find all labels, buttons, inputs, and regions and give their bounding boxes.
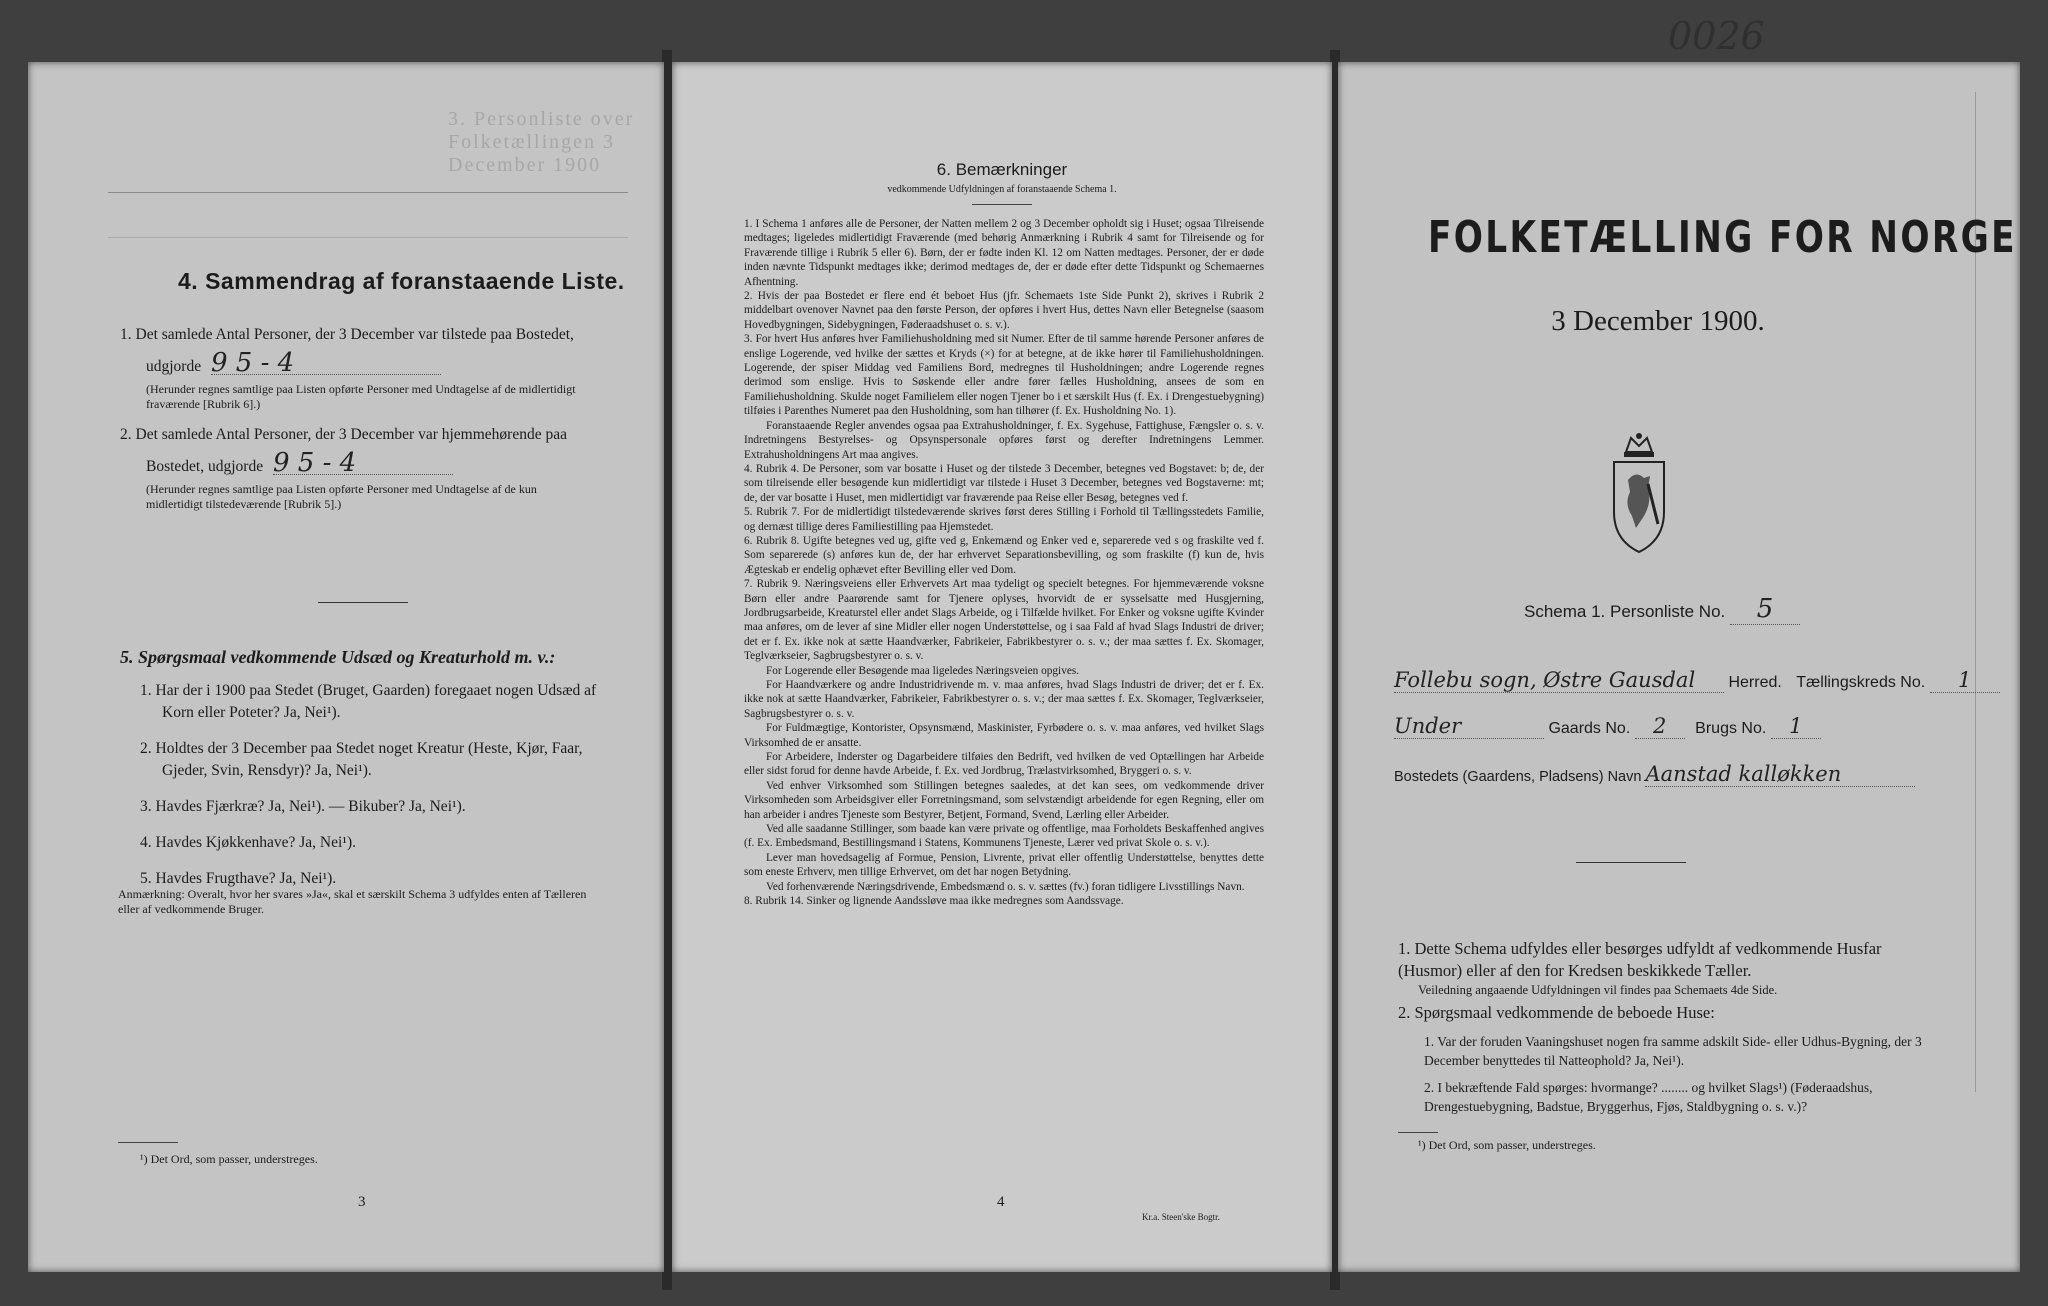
s5-q2b: Gjeder, Svin, Rensdyr)? Ja, Nei¹).: [162, 762, 372, 779]
remark-paragraph: 3. For hvert Hus anføres hver Familiehusholdning med sit Numer. Efter de til samme hørende Personer anføres de enslige Logerende, ved hvilke der sættes et Kryds (×) for at betegne, at de ikke hører til Familiehusholdningen. Logerende, der spiser Middag ved Familiens Bord, medregnes til Husholdningen; andre Logerende regnes derimod som enslige. Hvis to Søskende eller andre fører fælles Husholdning, ansees de som en Familiehusholdning. Skulde noget Familielem eller nogen Tjener bo i et særskilt Hus (f. Ex. i Drengestuebygning) tilføies i Parenthes Numeret paa den Husholdning, som han tilhører (f. Ex. Husholdning No. 1).: [744, 333, 1264, 418]
page-middle: [672, 62, 1332, 1272]
footnote-rule-right: [1398, 1132, 1438, 1133]
remark-paragraph: Ved alle saadanne Stillinger, som baade kan være private og offentlige, maa Forholdets Beskaffenhed angives (f. Ex. Embedsmand, Bestillingsmand i Statens, Kommunens Tjeneste, Lærer ved privat Skole o. s. v.).: [744, 823, 1264, 850]
archive-stamp-number: 0026: [1668, 14, 1765, 58]
section-5-title: 5. Spørgsmaal vedkommende Udsæd og Kreaturhold m. v.:: [120, 647, 556, 667]
under-handwriting: Under: [1394, 714, 1544, 739]
remark-paragraph: Ved enhver Virksomhed som Stillingen betegnes saaledes, at det kan sees, om vedkommende driver Virksomheden som Arbeidsgiver eller Forretningsmand, som selvstændigt arbeidende for egen Regning, eller om han arbeider i andres Tjeneste som Bestyrer, Betjent, Formand, Svend, Lærling eller Arbeider.: [744, 779, 1264, 821]
ghost-rule: [108, 192, 628, 193]
section-4-title: 4. Sammendrag af foranstaaende Liste.: [178, 268, 625, 294]
q1-line1: 1. Det samlede Antal Personer, der 3 December var tilstede paa Bostedet,: [120, 326, 574, 343]
instruction-2-text: 2. Spørgsmaal vedkommende de beboede Huse:: [1398, 1003, 1715, 1022]
remark-paragraph: 8. Rubrik 14. Sinker og lignende Aandssløve maa ikke medregnes som Aandssvage.: [744, 895, 1124, 908]
remark-paragraph: Foranstaaende Regler anvendes ogsaa paa Extrahusholdninger, f. Ex. Sygehuse, Fattighuse, Fængsler o. s. v. Indretningens Bestyrelses- og Opsynspersonale opføres først og derefter Indretningens Lemmer. Extrahusholdningens Art maa angives.: [744, 419, 1264, 461]
s5-q5: 5. Havdes Frugthave? Ja, Nei¹).: [140, 870, 337, 887]
q1-handwriting: 9 5 - 4: [211, 352, 441, 375]
remarks-subtitle: vedkommende Udfyldningen af foranstaaende Schema 1.: [887, 184, 1117, 195]
section-5-questions: [140, 680, 600, 890]
schema-label: Schema 1. Personliste No.: [1524, 602, 1726, 621]
q1-answer-line: [146, 348, 590, 378]
question-1: [120, 324, 590, 412]
s5-q1b: Korn eller Poteter? Ja, Nei¹).: [162, 704, 341, 721]
instruction-1: [1398, 938, 1938, 999]
instruction-1-note: Veiledning angaaende Udfyldningen vil findes paa Schemaets 4de Side.: [1418, 983, 1778, 997]
kreds-number: 1: [1930, 668, 2000, 693]
remark-paragraph: 6. Rubrik 8. Ugifte betegnes ved ug, gifte ved g, Enkemænd og Enker ved e, separerede ved s og fraskilte ved f. Som separerede (s) anføres kun de, der har erhvervet Separationsbevilling, og som fraskilte (f) kun de, hvis Ægteskab er endelig ophævet efter Bevilling eller ved Dom.: [744, 534, 1264, 576]
gaards-label: Gaards No.: [1548, 720, 1631, 737]
remarks-list: [744, 217, 1264, 909]
q2-handwriting: 9 5 - 4: [273, 452, 453, 475]
herred-label: Herred.: [1728, 674, 1782, 691]
question-houses-1: 1. Var der foruden Vaaningshuset nogen fra samme adskilt Side- eller Udhus-Bygning, der 3 December benyttedes til Natteophold? Ja, Nei¹).: [1424, 1034, 1922, 1068]
remark-paragraph: Ved forhenværende Næringsdrivende, Embedsmænd o. s. v. sættes (fv.) foran tidligere Livsstillings Navn.: [766, 880, 1245, 893]
schema-line: [1524, 594, 1800, 625]
q2-line1: 2. Det samlede Antal Personer, der 3 December var hjemmehørende paa: [120, 426, 567, 443]
s5-q2: 2. Holdtes der 3 December paa Stedet noget Kreatur (Heste, Kjør, Faar,: [140, 740, 583, 757]
footnote-right: ¹) Det Ord, som passer, understreges.: [1418, 1138, 1596, 1152]
instruction-1-text: 1. Dette Schema udfyldes eller besørges udfyldt af vedkommende Husfar (Husmor) eller af den for Kredsen beskikkede Tæller.: [1398, 939, 1882, 980]
q2-label: Bostedet, udgjorde: [146, 458, 264, 475]
annotation-note: Anmærkning: Overalt, hvor her svares »Ja«, skal et særskilt Schema 3 udfyldes enten af Tælleren eller af vedkommende Bruger.: [118, 887, 587, 916]
herred-line: [1394, 668, 2000, 693]
page-left: [28, 62, 664, 1272]
kreds-label: Tællingskreds No.: [1796, 674, 1926, 691]
q1-label: udgjorde: [146, 358, 202, 375]
footnote: ¹) Det Ord, som passer, understreges.: [140, 1152, 318, 1166]
gaards-line: [1394, 714, 1821, 739]
schema-number: 5: [1730, 594, 1800, 625]
question-houses-2: 2. I bekræftende Fald spørges: hvormange? ........ og hvilket Slags¹) (Føderaadshus, Drengestuebygning, Badstue, Bryggerhus, Fjøs, Staldbygning o. s. v.)?: [1424, 1080, 1873, 1114]
footnote-rule: [118, 1142, 178, 1143]
s5-q1: 1. Har der i 1900 paa Stedet (Bruget, Gaarden) foregaaet nogen Udsæd af: [140, 682, 597, 699]
coat-of-arms-icon: [1604, 432, 1674, 557]
remark-paragraph: For Fuldmægtige, Kontorister, Opsynsmænd, Maskinister, Fyrbødere o. s. v. maa anføres, ved hvilket Slags Virksomhed de er ansatte.: [744, 722, 1264, 749]
bosted-handwriting: Aanstad kalløkken: [1645, 762, 1915, 787]
census-title: FOLKETÆLLING FOR NORGE: [1428, 212, 2017, 263]
instruction-2: [1398, 1002, 1938, 1116]
bosted-line: [1394, 762, 1915, 787]
bosted-label: Bostedets (Gaardens, Pladsens) Navn: [1394, 769, 1642, 785]
question-2: [120, 424, 590, 512]
q2-note: (Herunder regnes samtlige paa Listen opførte Personer med Undtagelse af de kun midlertidigt tilstedeværende [Rubrik 5].): [146, 482, 537, 511]
page-right: [1338, 14, 2020, 1272]
s5-q4: 4. Havdes Kjøkkenhave? Ja, Nei¹).: [140, 834, 356, 851]
ornament-rule: [1576, 862, 1686, 863]
gaards-number: 2: [1635, 714, 1685, 739]
remark-paragraph: 4. Rubrik 4. De Personer, som var bosatte i Huset og der tilstede 3 December, betegnes ved Bogstavet: b; de, der som tilreisende eller besøgende kun midlertidigt var tilstede i Huset 3 December, betegnes ved Bogstaverne: mt; de, der var bosatte i Huset, men midlertidigt var fraværende paa Reise eller Besøg, betegnes ved f.: [744, 462, 1264, 504]
remark-paragraph: 5. Rubrik 7. For de midlertidigt tilstedeværende skrives først deres Stilling i Forhold til Tællingsstedets Familie, og dernæst tillige deres Familiestilling paa Hjemstedet.: [744, 506, 1264, 533]
remark-paragraph: 1. I Schema 1 anføres alle de Personer, der Natten mellem 2 og 3 December opholdt sig i Huset; ogsaa Tilreisende medtages; ligeledes midlertidigt Fraværende (med behørig Anmærkning i Rubrik 4 samt for Tilreisende og for Fraværende tillige i Rubrik 5 eller 6). Børn, der er fødte inden Kl. 12 om Natten medtages. Personer, der er døde inden nævnte Tidspunkt medtages ikke; derimod medtages de, der er døde efter dette Tidspunkt og Schemaernes Afhentning.: [744, 218, 1264, 288]
herred-handwriting: Follebu sogn, Østre Gausdal: [1394, 668, 1724, 693]
q2-answer-line: [146, 448, 590, 478]
brugs-label: Brugs No.: [1695, 720, 1767, 737]
brugs-number: 1: [1771, 714, 1821, 739]
remark-paragraph: For Arbeidere, Inderster og Dagarbeidere tilføies den Bedrift, ved hvilken de ved Optællingen har Arbeide eller sidst forud for denne havde Arbeide, f. Ex. ved Jordbrug, Trælastvirksomhed, Bryggeri o. s. v.: [744, 751, 1264, 778]
census-date: 3 December 1900.: [1551, 305, 1765, 337]
ghost-rule-2: [108, 237, 628, 238]
remarks-rule: [972, 204, 1032, 205]
remark-paragraph: 2. Hvis der paa Bostedet er flere end ét beboet Hus (jfr. Schemaets 1ste Side Punkt 2), skrives i Rubrik 2 middelbart ovenover Navnet paa den første Person, der opføres i hvert Hus, dettes Navn eller Betegnelse (saasom Hovedbygningen, Sidebygningen, Føderaadshuset o. s. v.).: [744, 290, 1264, 331]
ghost-header: 3. Personliste over Folketællingen 3 December 1900: [448, 108, 635, 176]
printer-mark: Kr.a. Steen'ske Bogtr.: [1142, 1212, 1220, 1222]
s5-q3: 3. Havdes Fjærkræ? Ja, Nei¹). — Bikuber? Ja, Nei¹).: [140, 798, 466, 815]
page-number-middle: 4: [997, 1194, 1005, 1210]
remarks-title: 6. Bemærkninger: [936, 160, 1068, 179]
remark-paragraph: For Haandværkere og andre Industridrivende m. v. maa anføres, hvad Slags Industri de driver; det er f. Ex. ikke nok at sætte Haandværker, Fabrikeier, Fabrikbestyrer o. s. v.; der maa sættes f. Ex. Skomager, Teglværkseier, Sagbrugsbestyrer o. s. v.: [744, 679, 1264, 720]
remark-paragraph: 7. Rubrik 9. Næringsveiens eller Erhvervets Art maa tydeligt og specielt betegnes. For hjemmeværende voksne Børn eller andre Paarørende samt for Tjenere oplyses, hvorvidt de er sysselsatte med Husgjerning, Jordbrugsarbeide, Kreaturstel eller andet Slags Arbeide, og i Tilfælde hvilket. For Enker og voksne ugifte Kvinder maa anføres, om de lever af sine Midler eller nogen Understøttelse, og i saa Fald af hvad Slags Industri de driver; det er f. Ex. ikke nok at sætte Haandværker, Fabrikeier, Fabrikbestyrer o. s. v.; der maa sættes f. Ex. Skomager, Teglværkseier, Sagbrugsbestyrer o. s. v.: [744, 578, 1264, 663]
remark-paragraph: Lever man hovedsagelig af Formue, Pension, Livrente, privat eller offentlig Understøttelse, benyttes dette som eneste Erhverv, men tillige Erhvervet, om det har nogen Betydning.: [744, 851, 1264, 879]
remark-paragraph: For Logerende eller Besøgende maa ligeledes Næringsveien opgives.: [766, 664, 1080, 677]
divider: [318, 602, 408, 603]
q1-note: (Herunder regnes samtlige paa Listen opførte Personer med Undtagelse af de midlertidigt fraværende [Rubrik 6].): [146, 382, 576, 411]
page-number-left: 3: [358, 1194, 366, 1210]
